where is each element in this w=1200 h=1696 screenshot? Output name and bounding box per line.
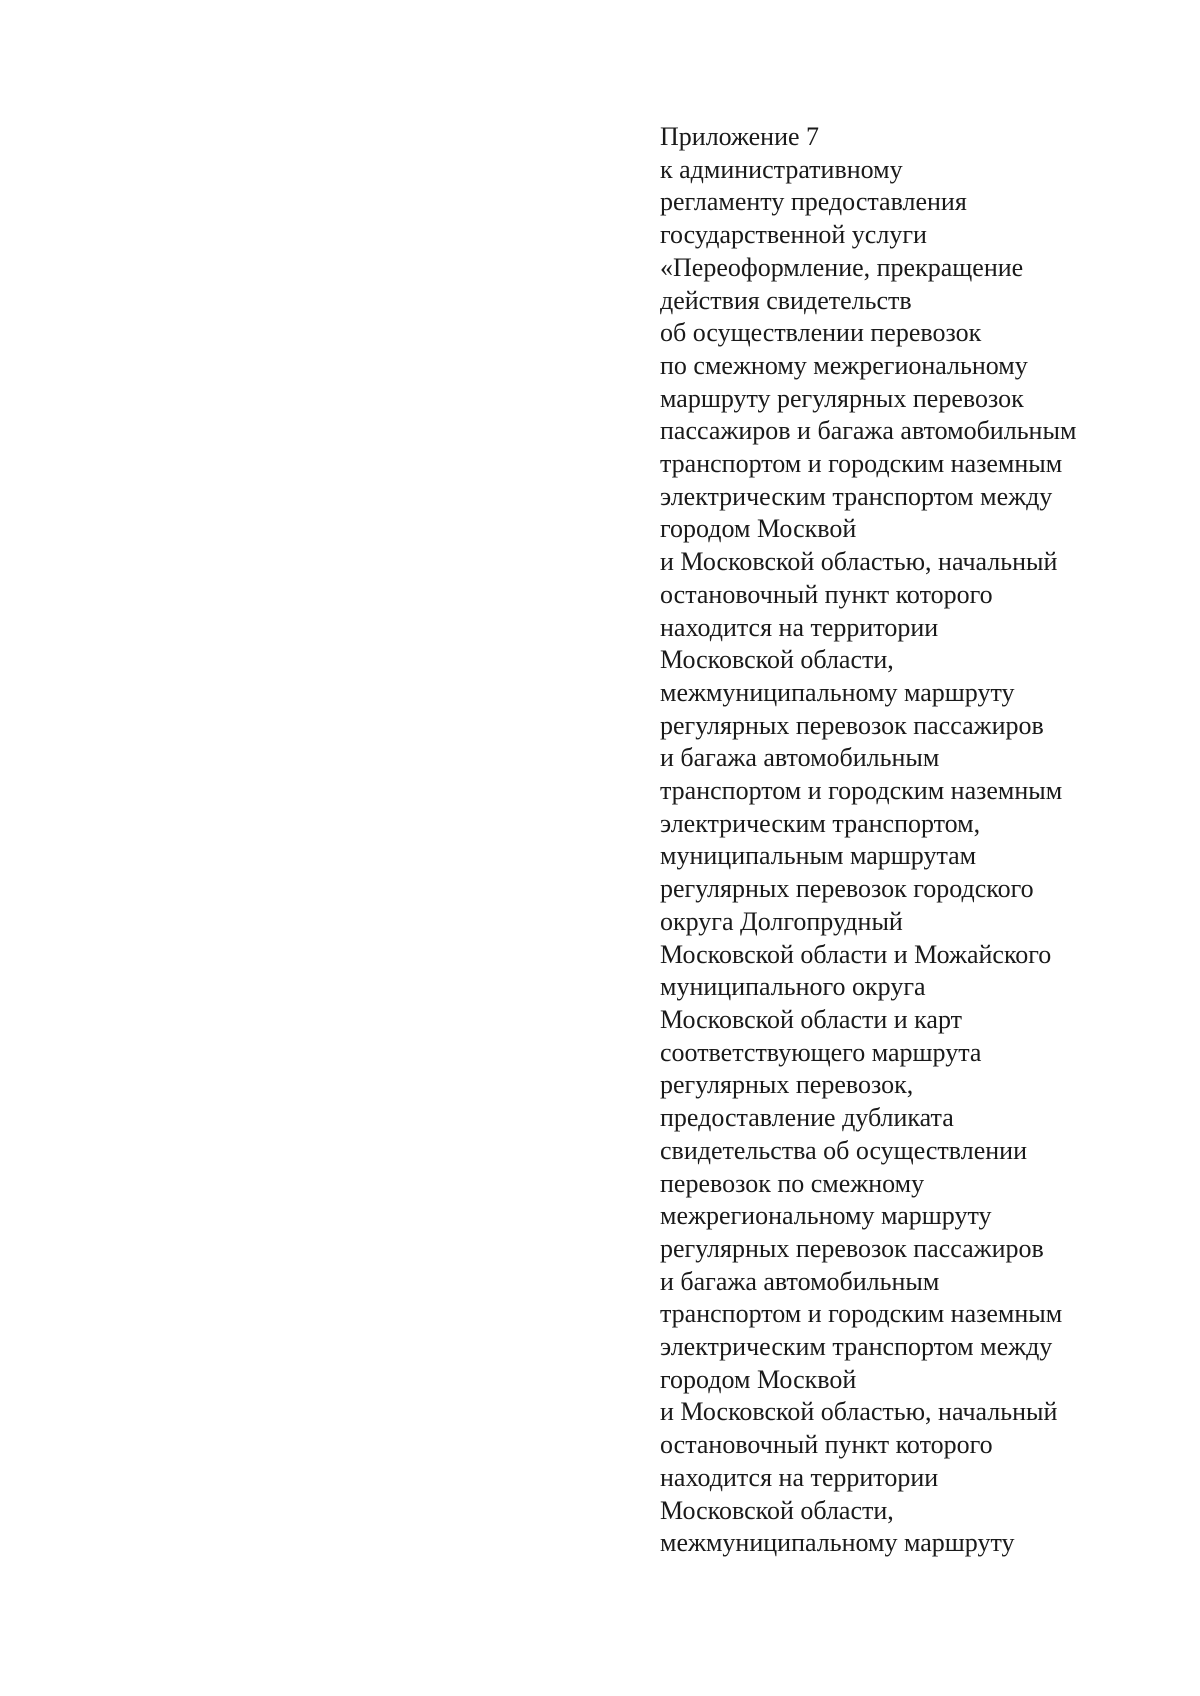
appendix-line: «Переоформление, прекращение [660,252,1024,282]
appendix-line: соответствующего маршрута [660,1037,982,1067]
appendix-line: регламенту предоставления [660,187,967,217]
appendix-line: транспортом и городским наземным [660,449,1063,479]
appendix-line: Московской области и Можайского [660,939,1052,969]
appendix-line: муниципального округа [660,972,926,1002]
appendix-line: и багажа автомобильным [660,743,940,773]
appendix-line: электрическим транспортом, [660,808,981,838]
appendix-line: свидетельства об осуществлении [660,1135,1027,1165]
appendix-line: транспортом и городским наземным [660,1299,1063,1329]
appendix-line: остановочный пункт которого [660,579,993,609]
appendix-line: регулярных перевозок пассажиров [660,710,1044,740]
appendix-line: и Московской областью, начальный [660,1397,1058,1427]
appendix-line: Московской области, [660,645,894,675]
appendix-line: действия свидетельств [660,285,912,315]
appendix-line: находится на территории [660,612,939,642]
appendix-line: транспортом и городским наземным [660,776,1063,806]
appendix-line: электрическим транспортом между [660,1332,1053,1362]
appendix-line: Московской области, [660,1495,894,1525]
appendix-line: регулярных перевозок, [660,1070,914,1100]
appendix-line: остановочный пункт которого [660,1430,993,1460]
appendix-line: пассажиров и багажа автомобильным [660,416,1077,446]
appendix-line: и Московской областью, начальный [660,547,1058,577]
appendix-heading-block [660,121,1180,1560]
appendix-line: предоставление дубликата [660,1103,954,1133]
appendix-line: межрегиональному маршруту [660,1201,992,1231]
appendix-line: по смежному межрегиональному [660,350,1028,380]
appendix-line: об осуществлении перевозок [660,318,982,348]
appendix-line: маршруту регулярных перевозок [660,383,1024,413]
appendix-line: городом Москвой [660,514,857,544]
appendix-line: регулярных перевозок городского [660,874,1034,904]
appendix-line: находится на территории [660,1462,939,1492]
appendix-line: электрическим транспортом между [660,481,1053,511]
appendix-title: Приложение 7 [660,122,820,151]
appendix-line: государственной услуги [660,220,927,250]
appendix-line: к административному [660,154,903,184]
appendix-line: Московской области и карт [660,1004,962,1034]
appendix-line: межмуниципальному маршруту [660,1528,1015,1558]
appendix-line: городом Москвой [660,1364,857,1394]
appendix-line: межмуниципальному маршруту [660,677,1015,707]
appendix-line: регулярных перевозок пассажиров [660,1233,1044,1263]
appendix-line: муниципальным маршрутам [660,841,977,871]
appendix-line: округа Долгопрудный [660,906,903,936]
appendix-line: и багажа автомобильным [660,1266,940,1296]
appendix-line: перевозок по смежному [660,1168,925,1198]
